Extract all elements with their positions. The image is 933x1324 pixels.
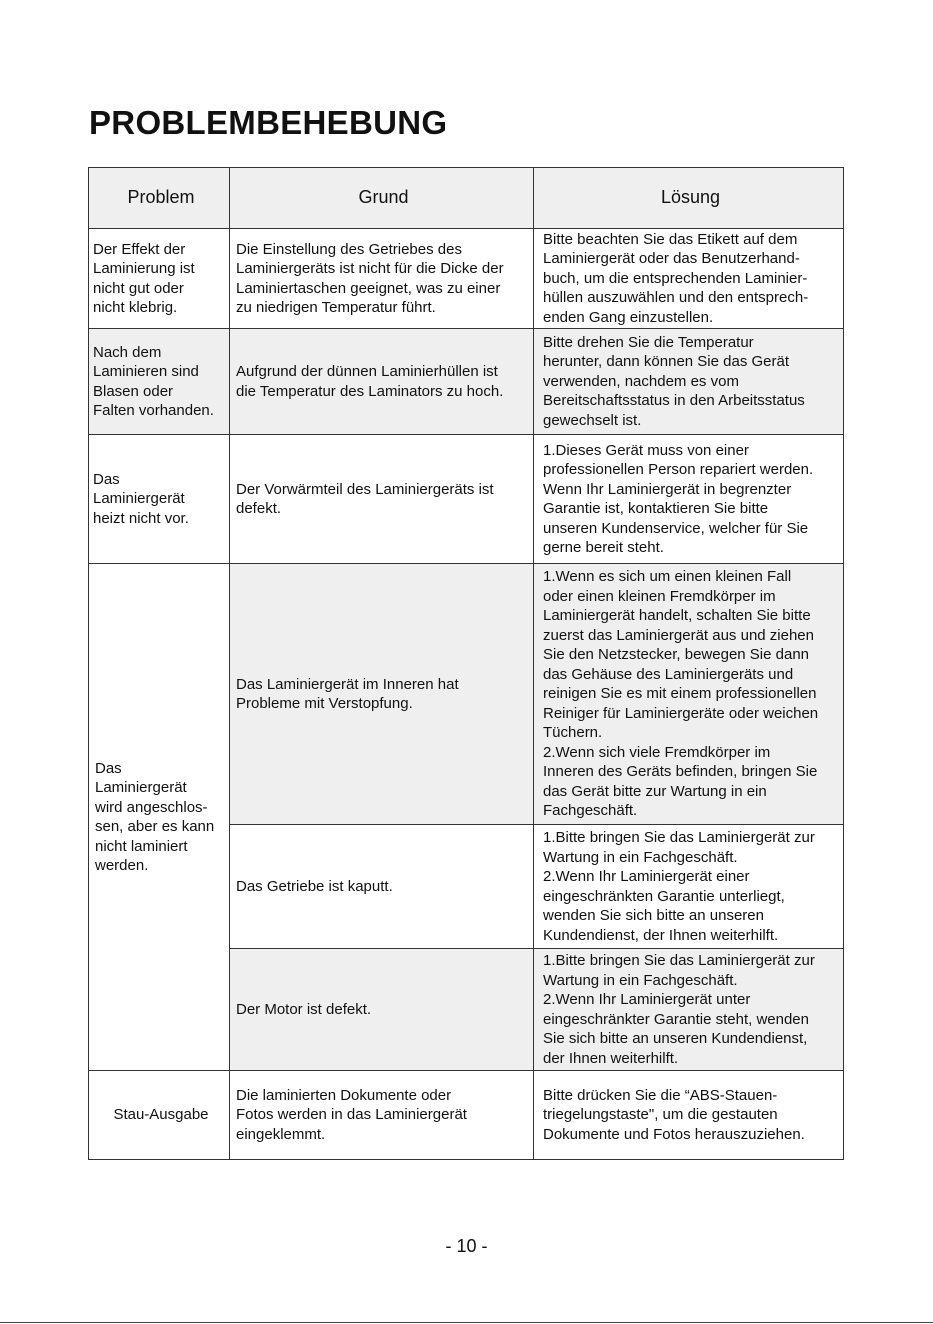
cell-text-line: Das xyxy=(95,759,122,777)
cause-cell xyxy=(230,329,534,435)
problem-cell xyxy=(89,1071,230,1160)
cell-text-line: verwenden, nachdem es vom xyxy=(543,372,739,390)
cell-text-line: 2.Wenn Ihr Laminiergerät unter xyxy=(543,991,751,1008)
cell-text-line: defekt. xyxy=(236,500,282,517)
solution-cell xyxy=(534,329,844,435)
cell-text-line: Nach dem xyxy=(93,343,162,361)
table-row xyxy=(89,564,844,825)
cell-text-line: reinigen Sie es mit einem professionellen xyxy=(543,685,817,703)
table-row xyxy=(89,435,844,564)
cell-text-line: Fachgeschäft. xyxy=(543,802,638,820)
troubleshooting-table xyxy=(88,167,844,1160)
cell-text-line: eingeschränkter Garantie steht, wenden xyxy=(543,1010,809,1028)
cell-text-line: 1.Dieses Gerät muss von einer xyxy=(543,441,749,459)
cell-text-line: Bereitschaftsstatus in den Arbeitsstatus xyxy=(543,392,805,410)
cell-text-line: Reiniger für Laminiergeräte oder weichen xyxy=(543,704,819,722)
cause-cell xyxy=(230,229,534,329)
cell-text-line: zuerst das Laminiergerät aus und ziehen xyxy=(543,626,814,644)
cell-text-line: Kundendienst, der Ihnen weiterhilft. xyxy=(543,926,779,944)
cell-text-line: das Gerät bitte zur Wartung in ein xyxy=(543,782,767,800)
cell-text-line: enden Gang einzustellen. xyxy=(543,308,714,326)
cell-text-line: Wartung in ein Fachgeschäft. xyxy=(543,971,738,989)
table-row xyxy=(89,329,844,435)
table-header-row xyxy=(89,168,844,229)
header-solution: Lösung xyxy=(534,168,844,229)
cell-text-line: werden. xyxy=(95,857,149,874)
cell-text-line: triegelungstaste", um die gestauten xyxy=(543,1106,778,1124)
cell-text-line: Das Getriebe ist kaputt. xyxy=(236,877,393,895)
cell-text-line: der Ihnen weiterhilft. xyxy=(543,1049,679,1067)
cell-text-line: nicht klebrig. xyxy=(93,299,178,316)
cell-text-line: Laminiergerät handelt, schalten Sie bitte xyxy=(543,607,811,625)
cell-text-line: die Temperatur des Laminators zu hoch. xyxy=(236,382,504,400)
problem-cell xyxy=(89,329,230,435)
cell-text-line: unseren Kundenservice, welcher für Sie xyxy=(543,519,809,537)
solution-cell xyxy=(534,825,844,949)
cell-text-line: herunter, dann können Sie das Gerät xyxy=(543,353,790,371)
cell-text-line: Tüchern. xyxy=(543,724,603,742)
cell-text-line: Laminiergeräts ist nicht für die Dicke der xyxy=(236,260,504,277)
cell-text-line: Laminierung ist xyxy=(93,260,195,277)
problem-cell xyxy=(89,564,230,1071)
cell-text-line: Bitte drehen Sie die Temperatur xyxy=(543,333,754,351)
page-number: - 10 - xyxy=(445,1236,488,1256)
cell-text-line: eingeschränkten Garantie unterliegt, xyxy=(543,887,785,905)
cell-text-line: professionellen Person repariert werden. xyxy=(543,461,814,478)
cell-text-line: buch, um die entsprechenden Laminier- xyxy=(543,269,808,287)
solution-cell xyxy=(534,564,844,825)
cell-text-line: Inneren des Geräts befinden, bringen Sie xyxy=(543,763,818,781)
cell-text-line: hüllen auszuwählen und den entsprech- xyxy=(543,289,809,307)
cell-text-line: oder einen kleinen Fremdkörper im xyxy=(543,587,776,605)
cell-text-line: Laminiergerät xyxy=(93,490,185,508)
cell-text-line: Das xyxy=(93,470,120,488)
header-cause: Grund xyxy=(230,168,534,229)
cell-text-line: nicht gut oder xyxy=(93,279,184,297)
bottom-rule xyxy=(0,1322,933,1323)
cell-text-line: zu niedrigen Temperatur führt. xyxy=(236,299,436,316)
cell-text-line: Laminiertaschen geeignet, was zu einer xyxy=(236,279,501,297)
cause-cell xyxy=(230,825,534,949)
cell-text-line: Laminieren sind xyxy=(93,363,199,380)
cell-text-line: 2.Wenn Ihr Laminiergerät einer xyxy=(543,868,750,885)
cell-text-line: Bitte beachten Sie das Etikett auf dem xyxy=(543,230,798,248)
cell-text-line: Aufgrund der dünnen Laminierhüllen ist xyxy=(236,363,498,380)
solution-cell xyxy=(534,435,844,564)
cell-text-line: 1.Bitte bringen Sie das Laminiergerät zur xyxy=(543,829,815,846)
problem-cell xyxy=(89,229,230,329)
cell-text-line: Stau-Ausgabe xyxy=(113,1106,209,1124)
cell-text-line: Der Vorwärmteil des Laminiergeräts ist xyxy=(236,480,494,498)
cell-text-line: 1.Bitte bringen Sie das Laminiergerät zur xyxy=(543,952,815,969)
cell-text-line: wird angeschlos- xyxy=(95,798,208,816)
solution-cell xyxy=(534,229,844,329)
cell-text-line: Blasen oder xyxy=(93,382,174,400)
cell-text-line: Fotos werden in das Laminiergerät xyxy=(236,1106,467,1124)
table-row xyxy=(89,229,844,329)
cell-text-line: Der Motor ist defekt. xyxy=(236,1000,372,1018)
cell-text-line: wenden Sie sich bitte an unseren xyxy=(543,907,764,924)
cell-text-line: nicht laminiert xyxy=(95,837,188,855)
cell-text-line: Die laminierten Dokumente oder xyxy=(236,1086,452,1104)
cell-text-line: Laminiergerät oder das Benutzerhand- xyxy=(543,250,800,268)
cell-text-line: das Gehäuse des Laminiergeräts und xyxy=(543,665,794,683)
cell-text-line: Wenn Ihr Laminiergerät in begrenzter xyxy=(543,480,792,498)
page-title: PROBLEMBEHEBUNG xyxy=(89,104,448,141)
cause-cell xyxy=(230,1071,534,1160)
cell-text-line: eingeklemmt. xyxy=(236,1125,326,1143)
cause-cell xyxy=(230,564,534,825)
cause-cell xyxy=(230,435,534,564)
cell-text-line: Falten vorhanden. xyxy=(93,402,214,419)
cell-text-line: Das Laminiergerät im Inneren hat xyxy=(236,675,459,693)
cell-text-line: Probleme mit Verstopfung. xyxy=(236,695,413,712)
problem-cell xyxy=(89,435,230,564)
solution-cell xyxy=(534,949,844,1071)
cell-text-line: Der Effekt der xyxy=(93,240,186,258)
cell-text-line: gewechselt ist. xyxy=(543,411,642,429)
cell-text-line: Wartung in ein Fachgeschäft. xyxy=(543,848,738,866)
cell-text-line: heizt nicht vor. xyxy=(93,509,189,527)
cell-text-line: 2.Wenn sich viele Fremdkörper im xyxy=(543,743,771,761)
cell-text-line: sen, aber es kann xyxy=(95,818,215,835)
cause-cell xyxy=(230,949,534,1071)
cell-text-line: Sie den Netzstecker, bewegen Sie dann xyxy=(543,646,810,664)
cell-text-line: Dokumente und Fotos herauszuziehen. xyxy=(543,1125,805,1143)
header-problem: Problem xyxy=(89,168,230,229)
cell-text-line: Bitte drücken Sie die “ABS-Stauen- xyxy=(543,1086,778,1104)
cell-text-line: gerne bereit steht. xyxy=(543,539,664,556)
cell-text-line: Garantie ist, kontaktieren Sie bitte xyxy=(543,500,769,517)
cell-text-line: 1.Wenn es sich um einen kleinen Fall xyxy=(543,568,792,586)
cell-text-line: Die Einstellung des Getriebes des xyxy=(236,240,462,258)
cell-text-line: Sie sich bitte an unseren Kundendienst, xyxy=(543,1030,808,1047)
table-row xyxy=(89,1071,844,1160)
solution-cell xyxy=(534,1071,844,1160)
cell-text-line: Laminiergerät xyxy=(95,779,187,796)
